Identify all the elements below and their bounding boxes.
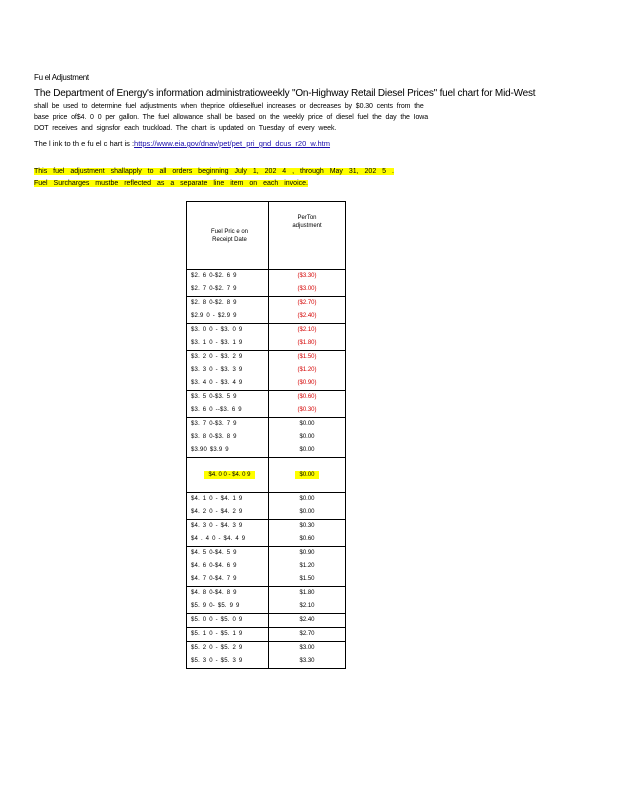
- adjustment-value: $2.40: [299, 617, 315, 623]
- adjustment-value: ($0.30): [297, 407, 317, 413]
- adjustment-cell: [269, 270, 346, 297]
- table-row: [187, 614, 346, 628]
- price-range: $4. 5 0-$4. 5 9: [191, 550, 237, 556]
- price-range: $3. 2 0 - $3. 2 9: [191, 354, 243, 360]
- reference-price-adjustment: [269, 458, 346, 493]
- body-line-1: shall be used to determine fuel adjustments when theprice ofdieselfuel increases or decreases by $0.30 cents from the: [34, 103, 424, 110]
- table-row: [187, 324, 346, 351]
- price-range: $4. 7 0-$4. 7 9: [191, 576, 237, 582]
- price-range: $3. 7 0-$3. 7 9: [191, 421, 237, 427]
- price-range: $3. 8 0-$3. 8 9: [191, 434, 237, 440]
- adjustment-cell: [269, 297, 346, 324]
- adjustment-value: $1.80: [299, 590, 315, 596]
- table-row: [187, 628, 346, 642]
- price-range-cell: [187, 270, 269, 297]
- price-range: $4. 3 0 - $4. 3 9: [191, 523, 243, 529]
- table-row: [187, 351, 346, 391]
- adjustment-value: ($0.60): [297, 394, 317, 400]
- adjustment-value: $0.60: [299, 536, 315, 542]
- table-row: [187, 587, 346, 614]
- price-range-cell: [187, 547, 269, 587]
- adjustment-cell: [269, 391, 346, 418]
- adjustment-value: $3.30: [299, 658, 315, 664]
- notice-text-2: Fuel Surcharges mustbe reflected as a separate line item on each invoice.: [34, 180, 308, 187]
- price-range-cell: [187, 324, 269, 351]
- table-row: [187, 547, 346, 587]
- table-row: [187, 297, 346, 324]
- link-prefix: The l ink to th e fu el c hart is :: [34, 139, 135, 148]
- price-range: $2. 7 0-$2. 7 9: [191, 286, 237, 292]
- reference-price-text: $4. 0 0 - $4. 0 9: [204, 471, 254, 479]
- price-range-cell: [187, 391, 269, 418]
- adjustment-value: ($3.30): [297, 273, 317, 279]
- price-range-cell: [187, 297, 269, 324]
- price-range: $3. 4 0 - $3. 4 9: [191, 380, 243, 386]
- table-row: [187, 493, 346, 520]
- price-range: $4. 1 0 - $4. 1 9: [191, 496, 243, 502]
- reference-price-row: [187, 458, 346, 493]
- adjustment-value: $2.10: [299, 603, 315, 609]
- adjustment-value: ($3.00): [297, 286, 317, 292]
- header-left-line-1: Fuel Pric e on: [210, 228, 249, 235]
- notice-line-1: [34, 168, 394, 175]
- price-range: $3.90 $3.9 9: [191, 447, 229, 453]
- adjustment-value: ($2.10): [297, 327, 317, 333]
- price-range: $4 . 4 0 - $4. 4 9: [191, 536, 246, 542]
- price-range: $3. 6 0 --$3. 6 9: [191, 407, 242, 413]
- price-range-cell: [187, 628, 269, 642]
- price-range: $4. 2 0 - $4. 2 9: [191, 509, 243, 515]
- adjustment-value: ($1.50): [297, 354, 317, 360]
- adjustment-cell: [269, 351, 346, 391]
- header-left-line-2: Receipt Date: [212, 236, 247, 243]
- document-title: Fu el Adjustment: [34, 73, 89, 82]
- adjustment-value: ($0.90): [297, 380, 317, 386]
- adjustment-cell: [269, 587, 346, 614]
- adjustment-value: ($2.40): [297, 313, 317, 319]
- adjustment-value: $0.00: [299, 447, 315, 453]
- header-right-line-2: adjustment: [292, 223, 322, 229]
- reference-adjustment-text: $0.00: [295, 471, 318, 479]
- price-range-cell: [187, 418, 269, 458]
- adjustment-value: $3.00: [299, 645, 315, 651]
- header-right-line-1: PerTon: [297, 215, 317, 221]
- header-fuel-price: [187, 202, 269, 270]
- link-line: [34, 139, 330, 148]
- fuel-adjustment-table: [186, 201, 346, 669]
- adjustment-value: ($2.70): [297, 300, 317, 306]
- adjustment-cell: [269, 418, 346, 458]
- price-range-cell: [187, 587, 269, 614]
- price-range: $5. 9 0- $5. 9 9: [191, 603, 240, 609]
- adjustment-cell: [269, 520, 346, 547]
- price-range: $3. 5 0-$3. 5 9: [191, 394, 237, 400]
- price-range: $2. 6 0-$2. 6 9: [191, 273, 237, 279]
- body-line-2: base price of$4. 0 0 per gallon. The fuel allowance shall be based on the weekly price of diesel fuel the day the Iowa: [34, 114, 429, 121]
- price-range: $3. 3 0 - $3. 3 9: [191, 367, 243, 373]
- price-range: $2.9 0 - $2.9 9: [191, 313, 237, 319]
- adjustment-cell: [269, 324, 346, 351]
- document-heading: The Department of Energy's information administratioweekly "On-Highway Retail Diesel Prices" fuel chart for Mid-West: [34, 88, 536, 99]
- adjustment-cell: [269, 493, 346, 520]
- reference-price-range: [187, 458, 269, 493]
- body-line-3: DOT receives and signsfor each truckload. The chart is updated on Tuesday of every week.: [34, 125, 337, 132]
- adjustment-value: ($1.80): [297, 340, 317, 346]
- adjustment-cell: [269, 628, 346, 642]
- price-range-cell: [187, 493, 269, 520]
- table-header-row: [187, 202, 346, 270]
- adjustment-value: $0.00: [299, 509, 315, 515]
- adjustment-value: $1.50: [299, 576, 315, 582]
- adjustment-value: $0.00: [299, 496, 315, 502]
- table-row: [187, 520, 346, 547]
- header-adjustment: [269, 202, 346, 270]
- adjustment-cell: [269, 547, 346, 587]
- price-range-cell: [187, 642, 269, 669]
- adjustment-value: $2.70: [299, 631, 315, 637]
- adjustment-value: $0.00: [299, 434, 315, 440]
- eia-link[interactable]: https://www.eia.gov/dnav/pet/pet_pri_gnd_dcus_r20_w.htm: [134, 139, 331, 148]
- adjustment-value: $1.20: [299, 563, 315, 569]
- price-range-cell: [187, 351, 269, 391]
- price-range: $5. 2 0 - $5. 2 9: [191, 645, 243, 651]
- table-row: [187, 270, 346, 297]
- table-row: [187, 642, 346, 669]
- price-range-cell: [187, 520, 269, 547]
- adjustment-value: $0.90: [299, 550, 315, 556]
- price-range: $2. 8 0-$2. 8 9: [191, 300, 237, 306]
- adjustment-cell: [269, 642, 346, 669]
- adjustment-cell: [269, 614, 346, 628]
- price-range: $5. 3 0 - $5. 3 9: [191, 658, 243, 664]
- price-range: $3. 1 0 - $3. 1 9: [191, 340, 243, 346]
- price-range: $5. 1 0 - $5. 1 9: [191, 631, 243, 637]
- table-row: [187, 391, 346, 418]
- adjustment-value: $0.00: [299, 421, 315, 427]
- adjustment-value: ($1.20): [297, 367, 317, 373]
- price-range: $3. 0 0 - $3. 0 9: [191, 327, 243, 333]
- price-range-cell: [187, 614, 269, 628]
- notice-text-1: This fuel adjustment shallapply to all orders beginning July 1, 202 4 , through May 31, 202 5 .: [34, 168, 394, 175]
- price-range: $5. 0 0 - $5. 0 9: [191, 617, 243, 623]
- price-range: $4. 8 0-$4. 8 9: [191, 590, 237, 596]
- price-range: $4. 6 0-$4. 6 9: [191, 563, 237, 569]
- adjustment-value: $0.30: [299, 523, 315, 529]
- notice-line-2: [34, 180, 308, 187]
- table-row: [187, 418, 346, 458]
